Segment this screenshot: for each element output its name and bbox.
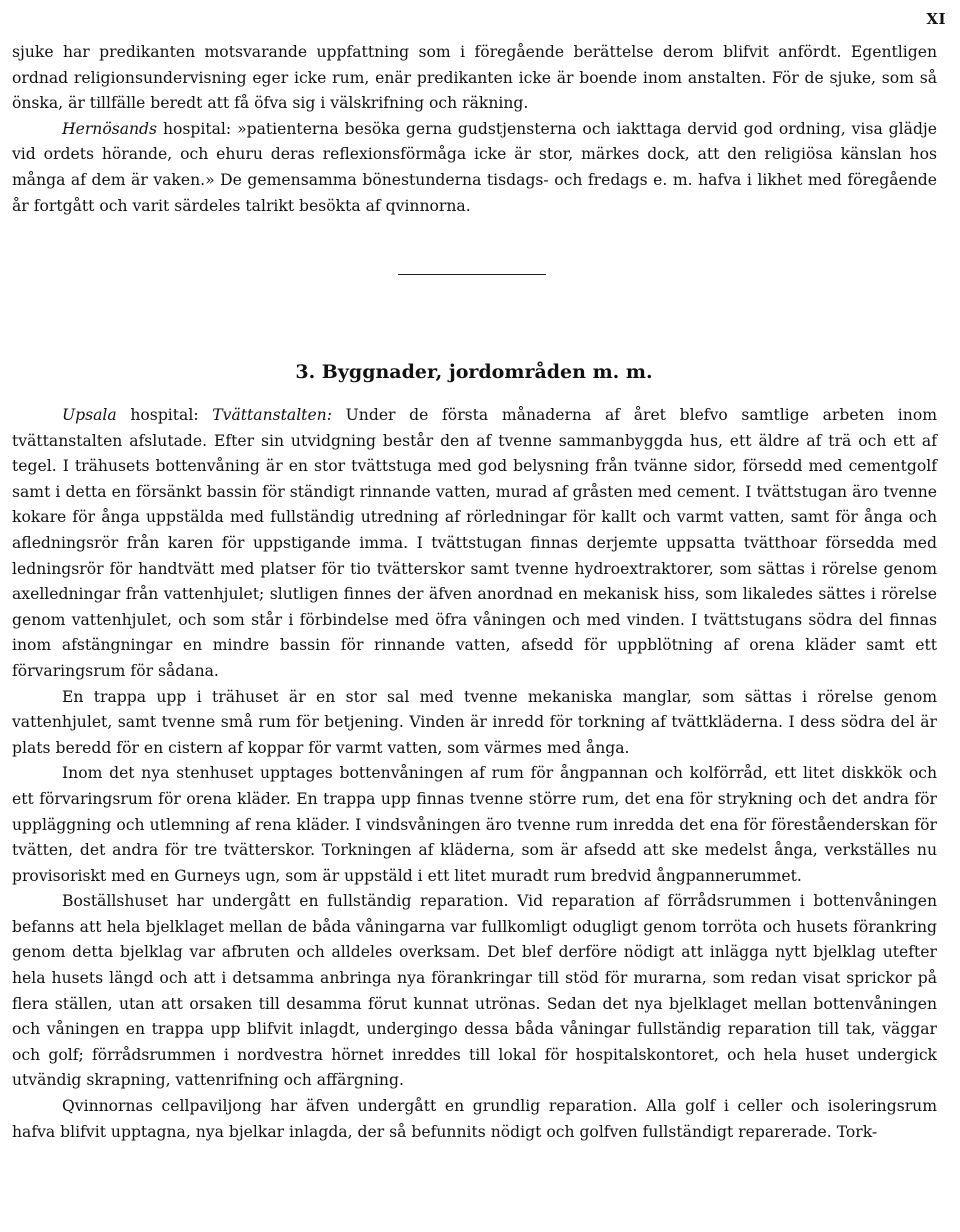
paragraph-text: sjuke har predikanten motsvarande uppfattning som i föregående berättelse derom blifvit anfördt. Egentligen ordnad religionsundervisning eger icke rum, enär predikanten icke är boende inom anstalten. För de sjuke, som så önska, är tillfälle beredt att få öfva sig i välskrifning och räkning. <box>12 43 937 113</box>
paragraph-text: Inom det nya stenhuset upptages bottenvåningen af rum för ångpannan och kolförråd, ett litet diskkök och ett förvaringsrum för orena kläder. En trappa upp finnas tvenne större rum, det ena för strykning och det andra för uppläggning och utlemning af rena kläder. I vindsvåningen äro tvenne rum inredda det ena för föreståenderskan för tvätten, det andra för tre tvätterskor. Torkningen af kläderna, som är afsedd att ske medelst ånga, verkställes nu provisoriskt med en Gurneys ugn, som är uppstäld i ett litet muradt rum bredvid ångpannerummet. <box>12 764 937 885</box>
paragraph-text: Under de första månaderna af året blefvo samtlige arbeten inom tvättanstalten afslutade. Efter sin utvidgning består den af tvenne sammanbyggda hus, ett äldre af trä och ett af tegel. I trähusets bottenvåning är en stor tvättstuga med god belysning från tvänne sidor, försedd med cementgolf samt i detta en försänkt bassin för ständigt rinnande vatten, murad af gråsten med cement. I tvättstugan äro tvenne kokare för ånga uppstälda med fullständig utredning af rörledningar för kallt och varmt vatten, samt för ånga och afledningsrör från karen för uppstigande imma. I tvättstugan finnas derjemte uppsatta tvätthoar försedda med ledningsrör för handtvätt med platser för tio tvätterskor samt tvenne hydroextraktorer, som sättas i rörelse genom axelledningar från vattenhjulet; slutligen finnes der äfven anordnad en mekanisk hiss, som likaledes sättes i rörelse genom vattenhjulet, och som står i förbindelse med öfra våningen och med vinden. I tvättstugans södra del finnas inom afstängningar en mindre bassin för rinnande vatten, afsedd för uppblötning af orena kläder samt ett förvaringsrum för sådana. <box>12 406 937 680</box>
paragraph-text: hospital: »patienterna besöka gerna gudstjensterna och iakttaga dervid god ordning, visa glädje vid ordets hörande, och ehuru deras reflexionsförmåga icke är stor, märkes dock, att den religiösa känslan hos många af dem är vaken.» De gemensamma bönestunderna tisdags- och fredags e. m. hafva i likhet med föregående år fortgått och varit särdeles talrikt besökta af qvinnorna. <box>12 119 937 215</box>
paragraph <box>12 889 937 1094</box>
italic-text: Hernösands <box>62 119 158 138</box>
paragraph-text: En trappa upp i trähuset är en stor sal med tvenne mekaniska manglar, som sättas i rörelse genom vattenhjulet, samt tvenne små rum för betjening. Vinden är inredd för torkning af tvättkläderna. I dess södra del är plats beredd för en cistern af koppar för varmt vatten, som värmes med ånga. <box>12 687 937 757</box>
paragraph <box>12 403 937 685</box>
italic-text: Upsala <box>62 406 117 424</box>
page-number: XI <box>926 10 946 28</box>
paragraph <box>12 117 937 219</box>
paragraph <box>12 40 937 117</box>
paragraph-text: hospital: <box>116 406 213 424</box>
paragraph <box>12 761 937 889</box>
section-heading: 3. Byggnader, jordområden m. m. <box>295 361 653 383</box>
main-text-block <box>12 403 937 1145</box>
paragraph <box>12 1094 937 1145</box>
paragraph <box>12 685 937 762</box>
italic-text: Tvättanstalten: <box>212 406 332 424</box>
top-text-block <box>12 40 937 219</box>
paragraph-text: Qvinnornas cellpaviljong har äfven undergått en grundlig reparation. Alla golf i celler och isoleringsrum hafva blifvit upptagna, nya bjelkar inlagda, der så befunnits nödigt och golfven fullständigt reparerade. Tork- <box>12 1097 937 1141</box>
section-divider <box>398 274 546 275</box>
paragraph-text: Boställshuset har undergått en fullständig reparation. Vid reparation af förrådsrummen i bottenvåningen befanns att hela bjelklaget mellan de båda våningarna var fullkomligt odugligt genom torröta och husets förankring genom detta bjelklag var afbruten och alldeles overksam. Det blef derföre nödigt att inlägga nytt bjelklag utefter hela husets längd och att i detsamma anbringa nya förankringar till stöd för murarna, som redan visat sprickor på flera ställen, utan att orsaken till desamma förut kunnat utrönas. Sedan det nya bjelklaget mellan bottenvåningen och våningen en trappa upp blifvit inlagdt, undergingo dessa båda våningar fullständig reparation till tak, väggar och golf; förrådsrummen i nordvestra hörnet inreddes till lokal för hospitalskontoret, och hela huset undergick utvändig skrapning, vattenrifning och affärgning. <box>12 892 937 1090</box>
